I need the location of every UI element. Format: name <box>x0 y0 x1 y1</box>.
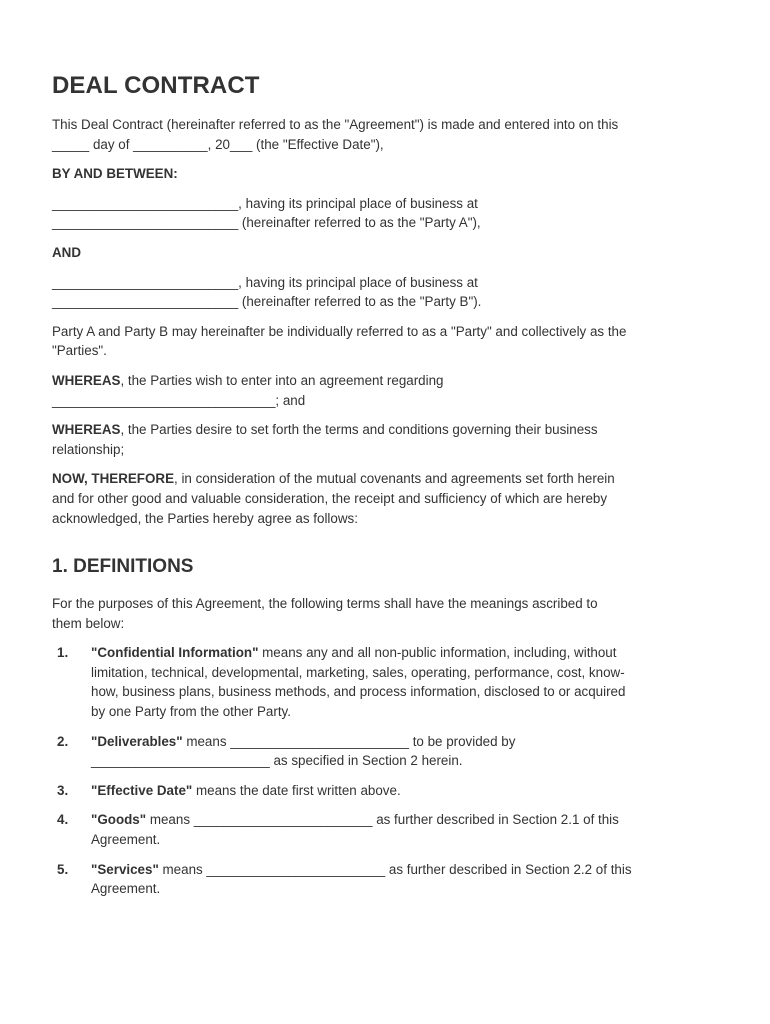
definition-term: "Goods" <box>91 812 147 828</box>
now-therefore-paragraph <box>52 469 722 528</box>
definition-text-line: ________________________ as specified in Section 2 herein. <box>91 753 463 769</box>
parties-note-line-2: "Parties". <box>52 343 107 359</box>
whereas-2-paragraph <box>52 420 722 459</box>
definition-text-line: by one Party from the other Party. <box>91 704 291 720</box>
definition-text-line: how, business plans, business methods, and process information, disclosed to or acquired <box>91 684 626 700</box>
whereas-2-line-1: , the Parties desire to set forth the terms and conditions governing their business <box>120 422 598 438</box>
definition-term: "Services" <box>91 861 159 877</box>
definition-text-line: means the date first written above. <box>192 782 401 798</box>
party-a-line-1: _________________________, having its principal place of business at <box>52 195 478 211</box>
definition-text-line: means ________________________ as further described in Section 2.2 of this <box>158 861 632 877</box>
definition-term: "Effective Date" <box>91 782 193 798</box>
definition-term: "Deliverables" <box>91 733 183 749</box>
definition-item-goods <box>52 810 722 849</box>
whereas-2-line-2: relationship; <box>52 441 125 457</box>
party-b-line-1: _________________________, having its principal place of business at <box>52 274 478 290</box>
party-b-line-2: _________________________ (hereinafter referred to as the "Party B"). <box>52 294 482 310</box>
definition-item-effective-date <box>52 781 722 801</box>
whereas-1-lead: WHEREAS <box>52 372 121 388</box>
definition-number: 4. <box>57 812 69 828</box>
party-b-paragraph <box>52 273 722 312</box>
intro-line-1: This Deal Contract (hereinafter referred to as the "Agreement") is made and entered into on this <box>52 117 619 132</box>
definition-term: "Confidential Information" <box>91 645 259 661</box>
definition-text-line: means ________________________ as further described in Section 2.1 of this <box>146 812 619 828</box>
definitions-list <box>52 643 722 899</box>
parties-note-line-1: Party A and Party B may hereinafter be individually referred to as a "Party" and collectively as the <box>52 323 627 339</box>
party-a-line-2: _________________________ (hereinafter referred to as the "Party A"), <box>52 215 481 231</box>
definition-text-line: limitation, technical, developmental, marketing, sales, operating, performance, cost, know- <box>91 664 625 680</box>
definition-text-line: Agreement. <box>91 832 161 848</box>
now-therefore-line-2: and for other good and valuable consideration, the receipt and sufficiency of which are hereby <box>52 490 608 506</box>
intro-paragraph <box>52 115 722 154</box>
whereas-2-lead: WHEREAS <box>52 422 121 438</box>
definitions-intro-line-1: For the purposes of this Agreement, the following terms shall have the meanings ascribed to <box>52 596 598 612</box>
definition-item-confidential-information <box>52 643 722 721</box>
definition-text-line: means any and all non-public information, including, without <box>258 645 617 661</box>
definition-number: 3. <box>57 782 69 798</box>
section-1-heading: 1. DEFINITIONS <box>52 556 194 578</box>
definition-item-deliverables <box>52 732 722 771</box>
definition-number: 2. <box>57 733 69 749</box>
definition-item-services <box>52 860 722 899</box>
definitions-intro-line-2: them below: <box>52 615 125 631</box>
by-and-between-label: BY AND BETWEEN: <box>52 166 178 182</box>
definition-number: 1. <box>57 645 69 661</box>
definition-number: 5. <box>57 861 69 877</box>
now-therefore-line-3: acknowledged, the Parties hereby agree as follows: <box>52 510 358 526</box>
whereas-1-line-2: ______________________________; and <box>52 392 306 408</box>
whereas-1-line-1: , the Parties wish to enter into an agreement regarding <box>120 372 444 388</box>
parties-note-paragraph <box>52 322 722 361</box>
now-therefore-lead: NOW, THEREFORE <box>52 471 175 487</box>
now-therefore-line-1: , in consideration of the mutual covenants and agreements set forth herein <box>174 471 615 487</box>
document-title: DEAL CONTRACT <box>52 72 260 99</box>
definitions-intro <box>52 594 722 633</box>
party-a-paragraph <box>52 194 722 233</box>
definition-text-line: Agreement. <box>91 881 161 897</box>
intro-line-2: _____ day of __________, 20___ (the "Effective Date"), <box>52 136 384 152</box>
definition-text-line: means ________________________ to be provided by <box>182 733 516 749</box>
whereas-1-paragraph <box>52 371 722 410</box>
and-label: AND <box>52 244 82 260</box>
